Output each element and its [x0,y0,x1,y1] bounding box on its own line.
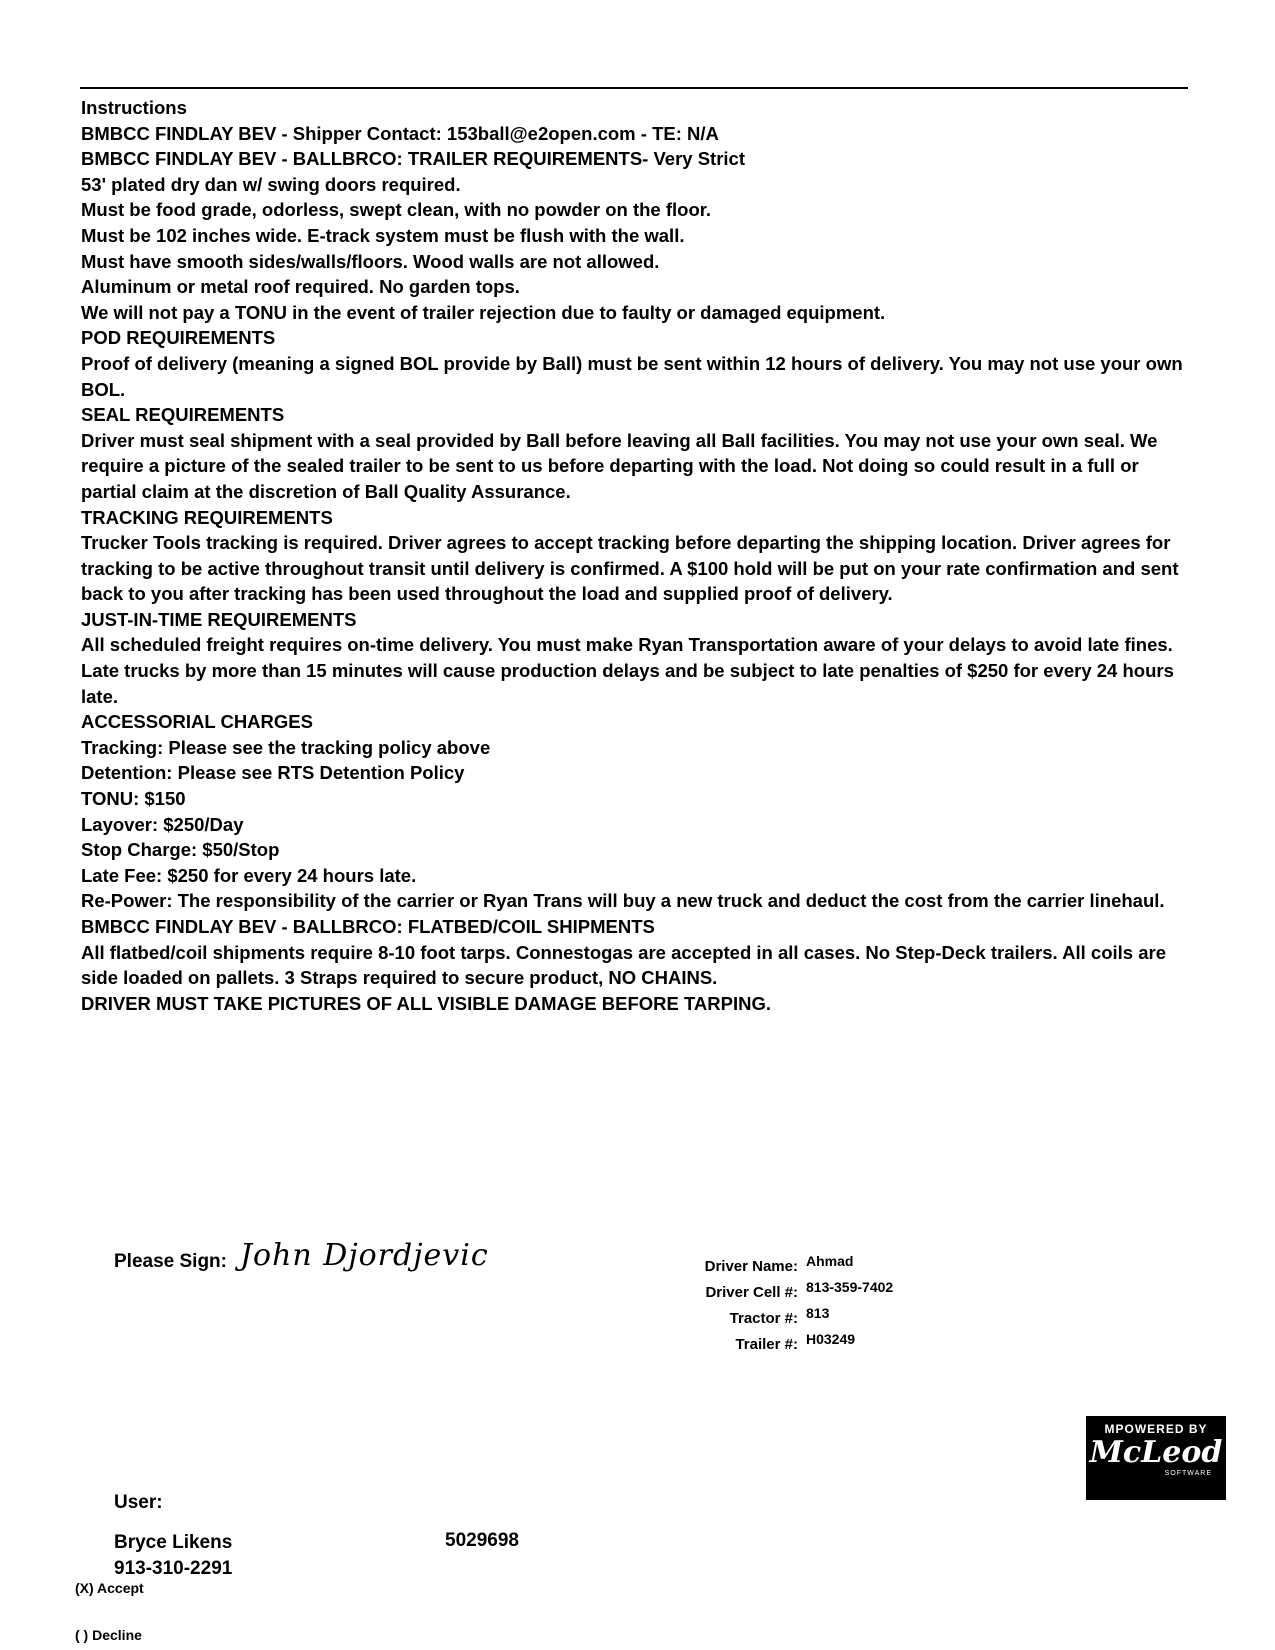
instruction-line: Must be 102 inches wide. E-track system must be flush with the wall. [81,224,685,246]
accessorial-line: Detention: Please see RTS Detention Policy [81,762,465,784]
user-name: Bryce Likens [114,1532,233,1553]
logo-wordmark: McLeod [1089,1435,1223,1470]
reference-number: 5029698 [445,1530,519,1551]
driver-name: Ahmad [806,1253,854,1269]
flatbed-text: All flatbed/coil shipments require 8-10 foot tarps. Connestogas are accepted in all cases. No Step-Deck trailers. All coils are side loaded on pallets. 3 Straps required to secure product, NO CHAINS. [81,941,1166,989]
accessorial-line: Stop Charge: $50/Stop [81,839,280,861]
jit-text: All scheduled freight requires on-time delivery. You must make Ryan Transportation aware of your delays to avoid late fines. Late trucks by more than 15 minutes will cause production delays and be subject to late penalties of $250 for every 24 hours late. [81,634,1174,707]
instruction-line: Must be food grade, odorless, swept clean, with no powder on the floor. [81,199,712,221]
top-rule [80,87,1188,89]
pod-text: Proof of delivery (meaning a signed BOL provide by Ball) must be sent within 12 hours of delivery. You may not use your own BOL. [81,352,1183,400]
accessorial-line: Tracking: Please see the tracking policy above [81,736,491,758]
mcleod-logo [1086,1416,1226,1500]
document-body [81,95,1191,1016]
accessorial-heading: ACCESSORIAL CHARGES [81,711,313,733]
tractor-label: Tractor #: [729,1310,798,1327]
driver-cell: 813-359-7402 [806,1279,894,1295]
user-phone: 913-310-2291 [114,1558,233,1579]
trailer-label: Trailer #: [735,1336,798,1353]
logo-subtext: SOFTWARE [1164,1470,1212,1477]
signature: John Djordjevic [240,1238,489,1273]
driver-values [806,1248,893,1352]
pod-heading: POD REQUIREMENTS [81,327,276,349]
accessorial-line: Layover: $250/Day [81,813,244,835]
logo-tagline: MPOWERED BY [1104,1422,1208,1436]
trailer-number: H03249 [806,1331,856,1347]
decline-option[interactable]: ( ) Decline [75,1627,142,1643]
user-label: User: [114,1492,163,1513]
accessorial-line: Late Fee: $250 for every 24 hours late. [81,864,417,886]
signature-label: Please Sign: [114,1251,227,1272]
jit-heading: JUST-IN-TIME REQUIREMENTS [81,608,357,630]
seal-heading: SEAL REQUIREMENTS [81,404,285,426]
instruction-line: We will not pay a TONU in the event of trailer rejection due to faulty or damaged equipment. [81,301,886,323]
tracking-heading: TRACKING REQUIREMENTS [81,506,333,528]
seal-text: Driver must seal shipment with a seal provided by Ball before leaving all Ball facilities. You may not use your own seal. We require a picture of the sealed trailer to be sent to us before departing with the load. Not doing so could result in a full or partial claim at the discretion of Ball Quality Assurance. [81,429,1158,502]
instruction-line: Aluminum or metal roof required. No garden tops. [81,276,520,298]
tractor-number: 813 [806,1305,830,1321]
driver-labels [650,1254,798,1358]
accept-option[interactable]: (X) Accept [75,1580,144,1596]
instruction-line: BMBCC FINDLAY BEV - BALLBRCO: TRAILER REQUIREMENTS- Very Strict [81,148,745,170]
instructions-heading: Instructions [81,97,187,118]
tracking-text: Trucker Tools tracking is required. Driver agrees to accept tracking before departing the shipping location. Driver agrees for tracking to be active throughout transit until delivery is confirmed. A $100 hold will be put on your rate confirmation and sent back to you after tracking has been used throughout the load and supplied proof of delivery. [81,532,1179,605]
flatbed-warning: DRIVER MUST TAKE PICTURES OF ALL VISIBLE DAMAGE BEFORE TARPING. [81,992,772,1014]
accessorial-line: Re-Power: The responsibility of the carrier or Ryan Trans will buy a new truck and deduct the cost from the carrier linehaul. [81,890,1165,912]
instruction-line: 53' plated dry dan w/ swing doors required. [81,173,461,195]
instruction-line: Must have smooth sides/walls/floors. Wood walls are not allowed. [81,250,660,272]
instruction-line: BMBCC FINDLAY BEV - Shipper Contact: 153ball@e2open.com - TE: N/A [81,122,719,144]
user-block [114,1490,232,1582]
flatbed-heading: BMBCC FINDLAY BEV - BALLBRCO: FLATBED/COIL SHIPMENTS [81,916,655,937]
driver-cell-label: Driver Cell #: [705,1284,798,1301]
driver-name-label: Driver Name: [704,1258,798,1275]
accessorial-line: TONU: $150 [81,788,186,810]
